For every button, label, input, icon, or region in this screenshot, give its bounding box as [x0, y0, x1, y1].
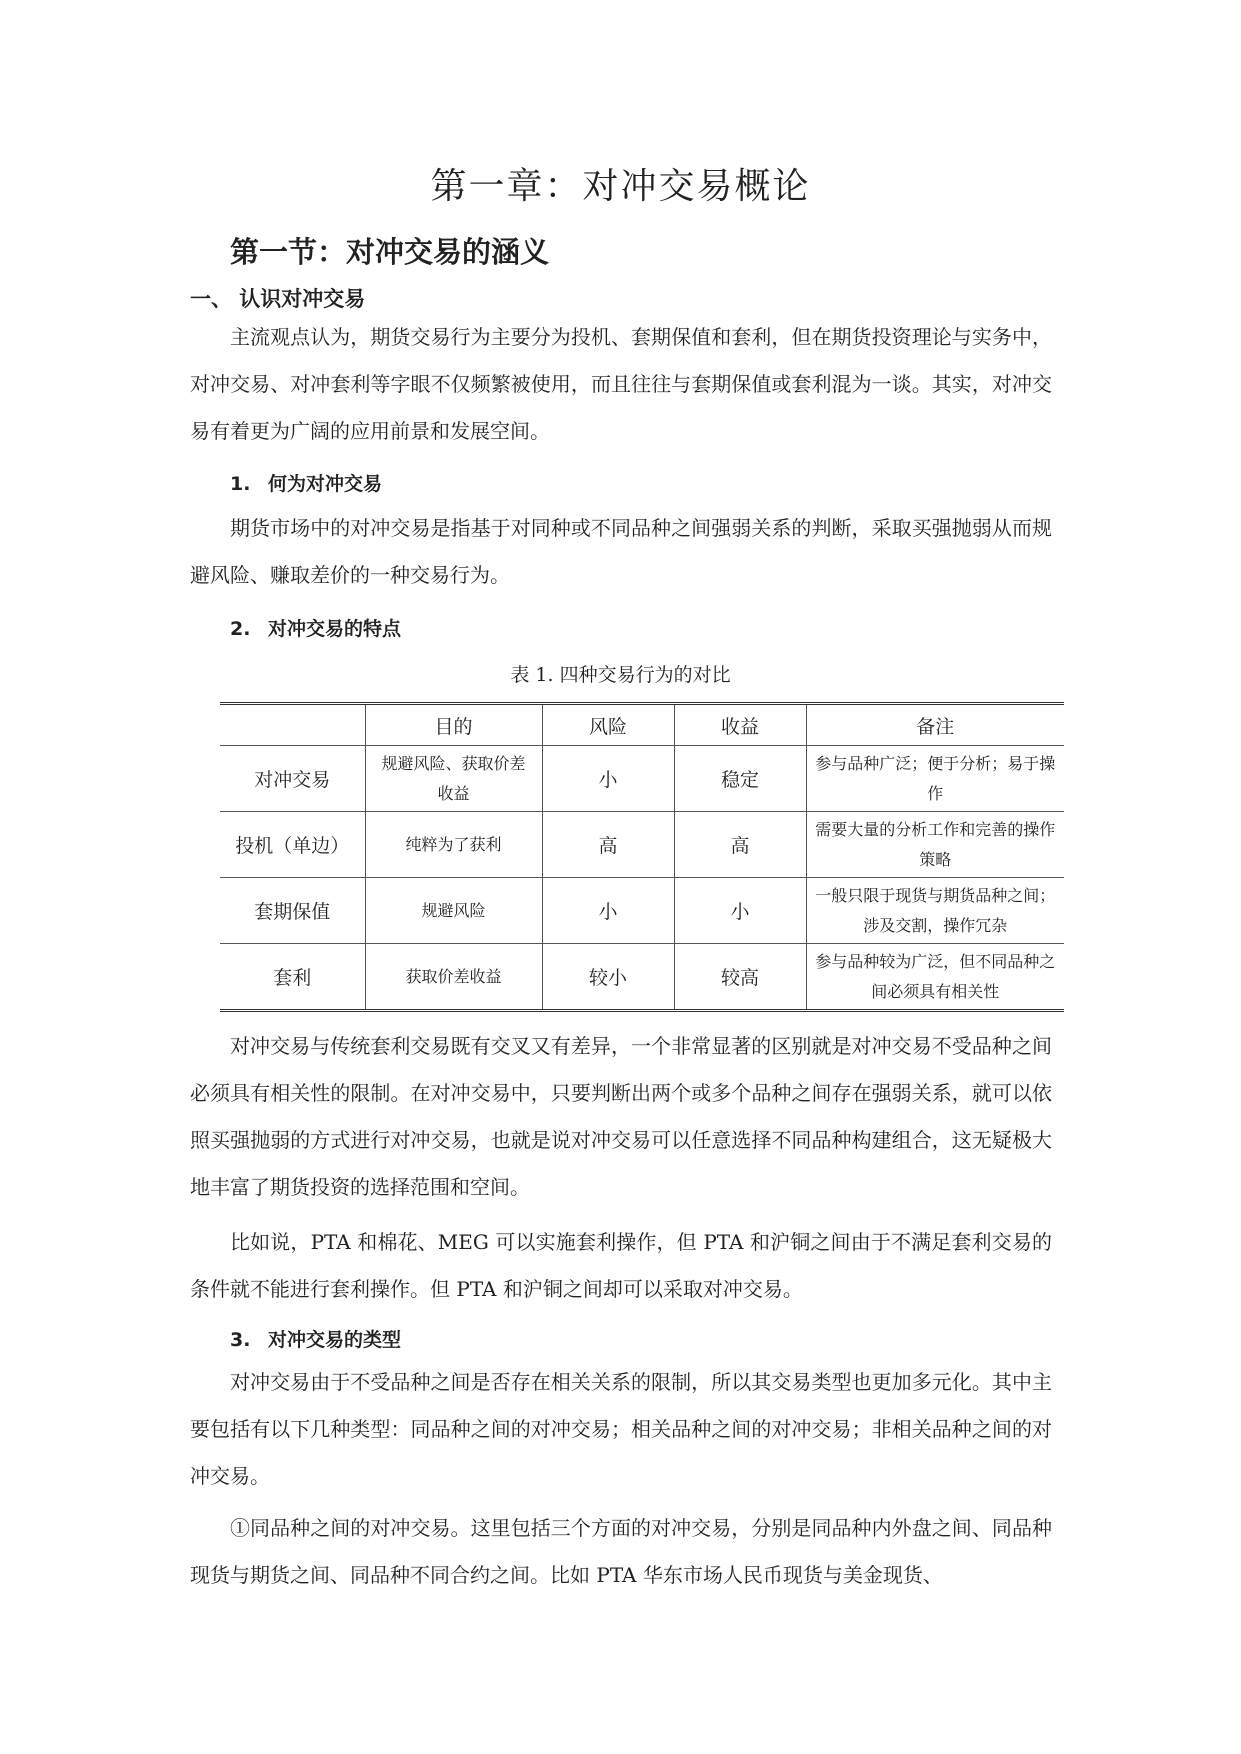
table-cell: 套利 — [220, 944, 365, 1011]
table-cell: 小 — [674, 878, 806, 944]
subheading-number: 2. — [230, 618, 251, 640]
paragraph-types: 对冲交易由于不受品种之间是否存在相关关系的限制，所以其交易类型也更加多元化。其中主要包括有以下几种类型：同品种之间的对冲交易；相关品种之间的对冲交易；非相关品种之间的对冲交易。 — [190, 1370, 1052, 1488]
subheading-text: 对冲交易的特点 — [268, 618, 402, 640]
subheading-number: 1. — [230, 473, 251, 495]
subheading-characteristics — [230, 614, 401, 641]
paragraph-same-variety: ①同品种之间的对冲交易。这里包括三个方面的对冲交易，分别是同品种内外盘之间、同品种现货与期货之间、同品种不同合约之间。比如 PTA 华东市场人民币现货与美金现货、 — [190, 1516, 1052, 1587]
table-cell: 规避风险、获取价差收益 — [365, 746, 542, 812]
paragraph-definition: 期货市场中的对冲交易是指基于对同种或不同品种之间强弱关系的判断，采取买强抛弱从而规避风险、赚取差价的一种交易行为。 — [190, 516, 1052, 587]
table-cell: 投机（单边） — [220, 812, 365, 878]
subheading-types — [230, 1325, 401, 1352]
table-caption: 表 1. 四种交易行为的对比 — [510, 664, 731, 686]
table-row — [220, 878, 1064, 944]
subheading-what-is-hedging — [230, 469, 382, 496]
table-cell: 套期保值 — [220, 878, 365, 944]
subheading-number: 3. — [230, 1329, 251, 1351]
table-cell: 较小 — [542, 944, 674, 1011]
table-cell: 高 — [674, 812, 806, 878]
paragraph-intro: 主流观点认为，期货交易行为主要分为投机、套期保值和套利，但在期货投资理论与实务中，对冲交易、对冲套利等字眼不仅频繁被使用，而且往往与套期保值或套利混为一谈。其实，对冲交易有着更为广阔的应用前景和发展空间。 — [190, 325, 1052, 443]
paragraph-example: 比如说，PTA 和棉花、MEG 可以实施套利操作，但 PTA 和沪铜之间由于不满足套利交易的条件就不能进行套利操作。但 PTA 和沪铜之间却可以采取对冲交易。 — [190, 1230, 1052, 1301]
table-header-cell: 风险 — [542, 704, 674, 746]
table-header-cell: 备注 — [806, 704, 1064, 746]
table-cell: 纯粹为了获利 — [365, 812, 542, 878]
table-cell: 对冲交易 — [220, 746, 365, 812]
table-cell: 规避风险 — [365, 878, 542, 944]
paragraph-comparison: 对冲交易与传统套利交易既有交叉又有差异，一个非常显著的区别就是对冲交易不受品种之间必须具有相关性的限制。在对冲交易中，只要判断出两个或多个品种之间存在强弱关系，就可以依照买强抛弱的方式进行对冲交易，也就是说对冲交易可以任意选择不同品种构建组合，这无疑极大地丰富了期货投资的选择范围和空间。 — [190, 1034, 1052, 1199]
subheading-text: 何为对冲交易 — [268, 473, 383, 495]
table-cell: 小 — [542, 746, 674, 812]
heading-recognize-hedging: 一、 认识对冲交易 — [190, 287, 366, 311]
table-cell: 参与品种较为广泛，但不同品种之间必须具有相关性 — [806, 944, 1064, 1011]
table-cell: 高 — [542, 812, 674, 878]
table-row — [220, 746, 1064, 812]
table-header-cell: 收益 — [674, 704, 806, 746]
table-cell: 一般只限于现货与期货品种之间；涉及交割，操作冗杂 — [806, 878, 1064, 944]
table-header-cell — [220, 704, 365, 746]
section-title: 第一节：对冲交易的涵义 — [230, 235, 550, 269]
table-cell: 稳定 — [674, 746, 806, 812]
table-cell: 参与品种广泛；便于分析；易于操作 — [806, 746, 1064, 812]
table-row — [220, 944, 1064, 1011]
table-row — [220, 812, 1064, 878]
table-header-cell: 目的 — [365, 704, 542, 746]
chapter-title: 第一章：对冲交易概论 — [430, 166, 811, 207]
comparison-table — [220, 702, 1064, 1012]
table-cell: 较高 — [674, 944, 806, 1011]
subheading-text: 对冲交易的类型 — [268, 1329, 402, 1351]
table-cell: 需要大量的分析工作和完善的操作策略 — [806, 812, 1064, 878]
table-header-row — [220, 704, 1064, 746]
table-cell: 小 — [542, 878, 674, 944]
table-cell: 获取价差收益 — [365, 944, 542, 1011]
